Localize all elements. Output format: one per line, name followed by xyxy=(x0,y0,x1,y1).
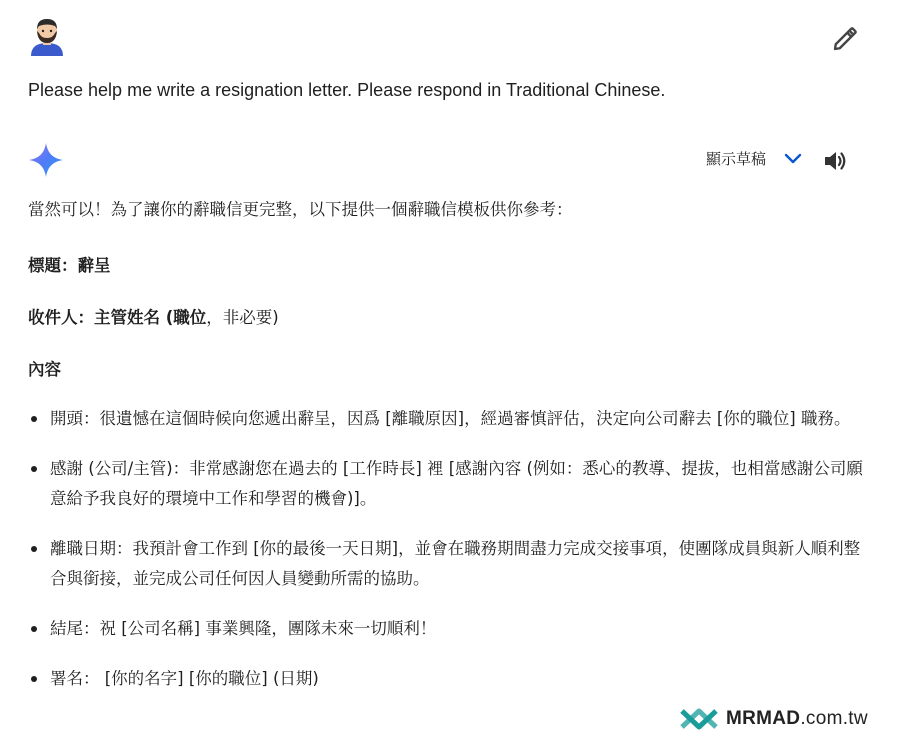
watermark-text xyxy=(726,708,868,730)
show-drafts-button[interactable] xyxy=(706,148,802,169)
list-item: 離職日期：我預計會工作到 [你的最後一天日期]，並會在職務期間盡力完成交接事項，使團隊成員與新人順利整合與銜接，並完成公司任何因人員變動所需的協助。 xyxy=(28,534,868,594)
show-drafts-label: 顯示草稿 xyxy=(706,150,767,168)
pencil-icon xyxy=(830,24,860,54)
response-intro: 當然可以！為了讓你的辭職信更完整，以下提供一個辭職信模板供你參考： xyxy=(28,200,573,219)
chevron-down-icon xyxy=(784,153,802,165)
list-item: 署名： [你的名字] [你的職位] (日期) xyxy=(28,664,868,694)
avatar-illustration xyxy=(28,16,66,56)
edit-prompt-button[interactable] xyxy=(830,24,860,54)
letter-content-list xyxy=(28,404,868,694)
letter-title-line: 標題：辭呈 xyxy=(28,256,111,275)
sparkle-icon xyxy=(28,142,64,178)
recipient-bold-text: 收件人：主管姓名 (職位 xyxy=(28,308,207,327)
assistant-response xyxy=(28,196,868,714)
speaker-icon xyxy=(822,148,848,174)
content-section-heading: 內容 xyxy=(28,360,61,379)
list-item: 開頭：很遺憾在這個時候向您遞出辭呈，因爲 [離職原因]，經過審慎評估，決定向公司辭去 [你的職位] 職務。 xyxy=(28,404,868,434)
mrmad-logo-icon xyxy=(680,707,718,731)
watermark-brand: MRMAD xyxy=(726,708,801,729)
letter-recipient-line xyxy=(28,304,868,332)
user-prompt-text: Please help me write a resignation letter. Please respond in Traditional Chinese. xyxy=(28,80,666,100)
user-avatar xyxy=(28,16,66,56)
list-item: 結尾：祝 [公司名稱] 事業興隆，團隊未來一切順利！ xyxy=(28,614,868,644)
site-watermark xyxy=(680,707,868,731)
list-item: 感謝 (公司/主管)：非常感謝您在過去的 [工作時長] 裡 [感謝內容 (例如：悉心的教導、提拔，也相當感謝公司願意給予我良好的環境中工作和學習的機會)]。 xyxy=(28,454,868,514)
read-aloud-button[interactable] xyxy=(822,148,848,174)
watermark-suffix: .com.tw xyxy=(800,708,868,729)
assistant-avatar xyxy=(28,142,64,178)
recipient-rest-text: ，非必要) xyxy=(206,308,279,327)
